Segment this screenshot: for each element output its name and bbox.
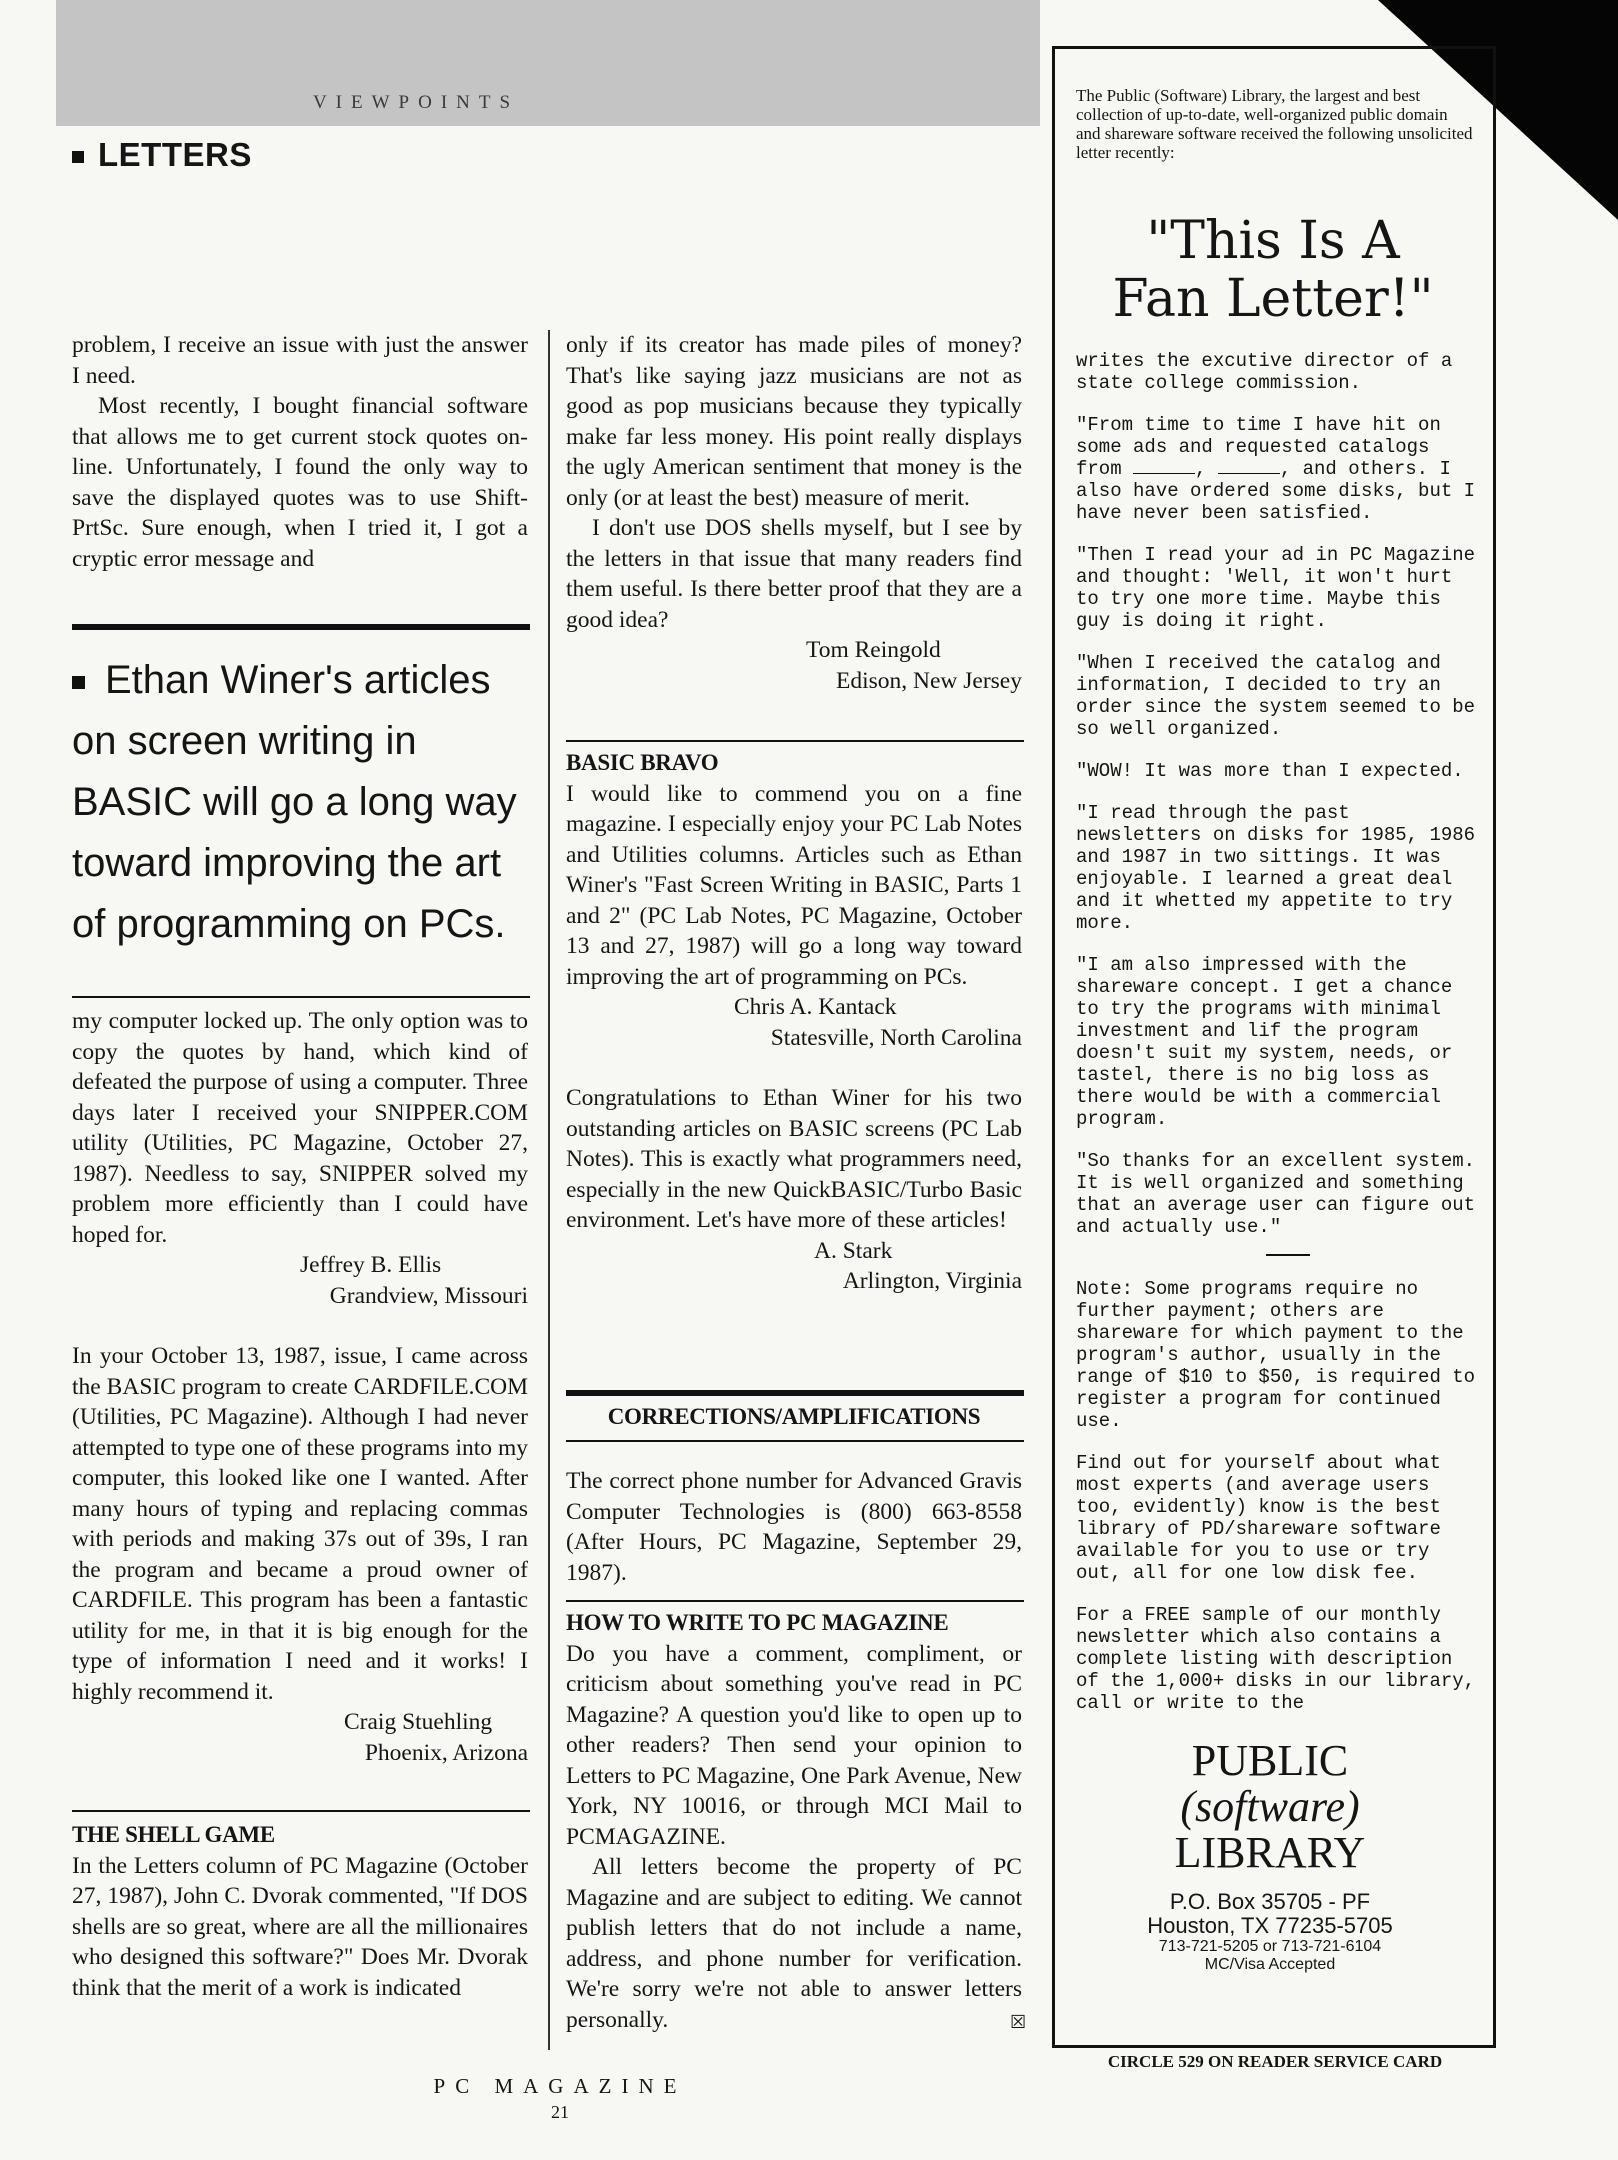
end-mark-icon: ☒ [1010, 2012, 1027, 2032]
redacted-blank [1133, 473, 1195, 474]
signature-place: Arlington, Virginia [842, 1268, 1022, 1294]
rule [566, 1600, 1024, 1602]
paragraph: only if its creator has made piles of money? That's like saying jazz musicians are not as good as pop musicians because they typically make far less money. His point really displays the ugly American sentiment that money is the only (or at least the best) measure of merit. [566, 332, 1022, 511]
ad-headline-line: "This Is A [1146, 211, 1400, 271]
paragraph: The correct phone number for Advanced Gravis Computer Technologies is (800) 663-8558 (After Hours, PC Magazine, September 29, 1987). [566, 1468, 1022, 1586]
paragraph: In the Letters column of PC Magazine (October 27, 1987), John C. Dvorak commented, "If DOS shells are so great, where are all the millionaires who designed this software?" Does Mr. Dvorak think that the merit of a work is indicated [72, 1852, 528, 2001]
col1-bottom [72, 1006, 528, 1768]
rule [566, 740, 1024, 742]
paragraph: problem, I receive an issue with just the answer I need. [72, 332, 528, 389]
page-number: 21 [551, 2102, 569, 2122]
paragraph: All letters become the property of PC Magazine and are subject to editing. We cannot publish letters that do not include a name, address, and phone number for verification. We're sorry we're not able to answer letters personally. [566, 1854, 1022, 2033]
paragraph: I would like to commend you on a fine magazine. I especially enjoy your PC Lab Notes and Utilities columns. Articles such as Ethan Winer's "Fast Screen Writing in BASIC, Parts 1 and 2" (PC Lab Notes, PC Magazine, October 13 and 27, 1987) will go a long way toward improving the art of programming on PCs. [566, 780, 1022, 990]
col2-corr-text [566, 1466, 1022, 1588]
ad-divider [1266, 1254, 1310, 1256]
rule [72, 624, 530, 630]
signature-name: Tom Reingold [806, 637, 941, 663]
heading-basic-bravo: BASIC BRAVO [566, 750, 719, 775]
footer-magazine: PC MAGAZINE [433, 2074, 687, 2098]
signature-name: Chris A. Kantack [734, 994, 897, 1020]
col2-top [566, 330, 1022, 696]
ad-intro-text: The Public (Software) Library, the largest and best collection of up-to-date, well-organized public domain and shareware software received the following unsolicited letter recently: [1076, 86, 1473, 162]
signature-place: Phoenix, Arizona [364, 1739, 528, 1766]
signature-place: Statesville, North Carolina [770, 1024, 1022, 1051]
signature-name: A. Stark [814, 1237, 893, 1264]
ad-quote-text: , and others. I also have ordered some disks, but I have never been satisfied. [1076, 458, 1476, 524]
signature-name: Jeffrey B. Ellis [300, 1252, 442, 1278]
ad-quote-text: "From time to time I have hit on some ads and requested catalogs from [1076, 414, 1441, 480]
signature-place: Grandview, Missouri [329, 1282, 528, 1309]
ad-headline-line: Fan Letter!" [1112, 269, 1434, 329]
ad-logo-line: (software) [1180, 1782, 1360, 1831]
ad-intro [1076, 86, 1476, 182]
col2-how [566, 1608, 1022, 2035]
paragraph: Congratulations to Ethan Winer for his two outstanding articles on BASIC screens (PC Lab Notes). This is exactly what programmers need, especially in the new QuickBASIC/Turbo Basic environment. Let's have more of these articles! [566, 1085, 1022, 1233]
signature-name: Craig Stuehling [344, 1709, 493, 1735]
heading-shell-game: THE SHELL GAME [72, 1822, 275, 1847]
ad-payment: MC/Visa Accepted [1204, 1956, 1336, 1973]
ad-logo [1110, 1738, 1430, 1876]
rule [566, 1440, 1024, 1442]
paragraph: Most recently, I bought financial software that allows me to get current stock quotes on-line. Unfortunately, I found the only way to save the displayed quotes was to use Shift-PrtSc. Sure enough, when I tried it, I got a cryptic error message and [72, 393, 528, 572]
reader-service-text: CIRCLE 529 ON READER SERVICE CARD [1107, 2052, 1443, 2071]
ad-paragraph: "I read through the past newsletters on disks for 1985, 1986 and 1987 in two sittings. It was enjoyable. I learned a great deal and it whetted my appetite to try more. [1076, 802, 1476, 934]
col2-basic [566, 748, 1022, 1297]
col2-corrections [566, 1402, 1022, 1433]
col1-shell [72, 1820, 528, 2003]
ad-logo-line: LIBRARY [1174, 1828, 1366, 1877]
ad-paragraph: Find out for yourself about what most experts (and average users too, evidently) know is the best library of PD/shareware software available for you to use or try out, all for one low disk fee. [1076, 1452, 1441, 1584]
ad-address-line: Houston, TX 77235-5705 [1147, 1913, 1393, 1938]
bullet-icon [72, 151, 84, 163]
heading-corrections: CORRECTIONS/AMPLIFICATIONS [607, 1404, 981, 1429]
paragraph: In your October 13, 1987, issue, I came across the BASIC program to create CARDFILE.COM (Utilities, PC Magazine). Although I had never attempted to type one of these programs into my computer, this looked like one I wanted. After many hours of typing and replacing commas with periods and making 37s out of 39s, I ran the program and became a proud owner of CARDFILE. This program has been a fantastic utility for me, in that it is big enough for the type of information I need and it works! I highly recommend it. [72, 1343, 528, 1705]
ad-paragraph: "Then I read your ad in PC Magazine and thought: 'Well, it won't hurt to try one more time. Maybe this guy is doing it right. [1076, 544, 1476, 632]
paragraph: my computer locked up. The only option was to copy the quotes by hand, which kind of defeated the purpose of using a computer. Three days later I received your SNIPPER.COM utility (Utilities, PC Magazine, October 27, 1987). Needless to say, SNIPPER solved my problem more efficiently than I could have hoped for. [72, 1008, 528, 1248]
rule [72, 996, 530, 998]
section-label: VIEWPOINTS [312, 92, 520, 113]
rule [72, 1810, 530, 1812]
ad-address-line: P.O. Box 35705 - PF [1169, 1889, 1371, 1914]
signature-place: Edison, New Jersey [835, 667, 1022, 694]
paragraph: Do you have a comment, compliment, or criticism about something you've read in PC Magazine? A question you'd like to open up to other readers? Then send your opinion to Letters to PC Magazine, One Park Avenue, New York, NY 10016, or through MCI Mail to PCMAGAZINE. [566, 1640, 1022, 1850]
section-title-text: LETTERS [98, 136, 252, 173]
ad-paragraph: For a FREE sample of our monthly newsletter which also contains a complete listing with description of the 1,000+ disks in our library, call or write to the [1076, 1604, 1476, 1714]
bullet-icon [72, 676, 85, 689]
ad-phone: 713-721-5205 or 713-721-6104 [1158, 1938, 1382, 1955]
rule [566, 1390, 1024, 1396]
ad-paragraph: "WOW! It was more than I expected. [1076, 760, 1464, 782]
pull-quote [72, 650, 542, 955]
paragraph: I don't use DOS shells myself, but I see by the letters in that issue that many readers find them useful. Is there better proof that they are a good idea? [566, 515, 1022, 633]
pull-quote-text: Ethan Winer's articles on screen writing in BASIC will go a long way toward improving the art of programming on PCs. [72, 658, 517, 946]
col1-top [72, 330, 528, 574]
ad-headline [1052, 212, 1494, 328]
redacted-blank [1218, 473, 1280, 474]
ad-paragraph: Note: Some programs require no further payment; others are shareware for which payment to the program's author, usually in the range of $10 to $50, is required to register a program for continued use. [1076, 1278, 1476, 1432]
section-title [72, 136, 252, 174]
ad-body [1076, 350, 1476, 1734]
ad-paragraph: "So thanks for an excellent system. It is well organized and something that an average user can figure out and actually use." [1076, 1150, 1476, 1238]
heading-how-to-write: HOW TO WRITE TO PC MAGAZINE [566, 1610, 949, 1635]
ad-paragraph: "From time to time I have hit on some ads and requested catalogs from , , and others. I also have ordered some disks, but I have never been satisfied. [1076, 414, 1476, 524]
column-divider [548, 330, 550, 2050]
ad-paragraph: "I am also impressed with the shareware concept. I get a chance to try the programs with minimal investment and lif the program doesn't suit my system, needs, or tastel, there is no big loss as there would be with a commercial program. [1076, 954, 1453, 1130]
ad-paragraph: writes the excutive director of a state college commission. [1076, 350, 1453, 394]
ad-paragraph: "When I received the catalog and information, I decided to try an order since the system seemed to be so well organized. [1076, 652, 1476, 740]
ad-logo-line: PUBLIC [1191, 1736, 1349, 1785]
ad-address [1110, 1890, 1430, 1974]
